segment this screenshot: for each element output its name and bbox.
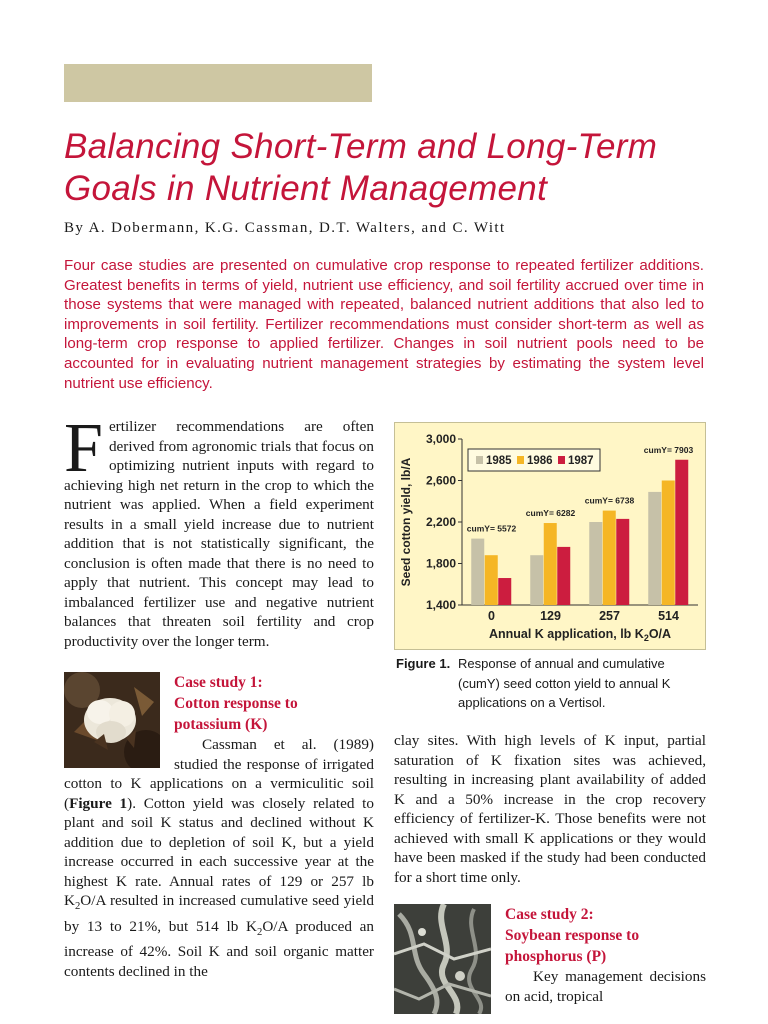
y-tick-label: 2,200 (425, 515, 456, 529)
drop-cap: F (64, 410, 103, 487)
article-title (64, 126, 724, 210)
case1-text-c: O/A resulted in increased cumulative seed yield by 13 to 21%, but 514 lb K (64, 892, 374, 935)
bar-1987-257 (616, 519, 629, 605)
bar-1986-514 (662, 481, 675, 606)
cumulative-yield-annotation: cumY= 6738 (584, 495, 635, 506)
bar-1985-514 (648, 492, 661, 605)
legend-swatch-1987 (558, 456, 565, 464)
bar-1986-129 (544, 523, 557, 605)
case2-head-line3: phosphorus (P) (505, 948, 607, 965)
y-tick-label: 2,600 (425, 473, 456, 488)
intro-text: ertilizer recommendations are often derived from agronomic trials that focus on optimizing nutrient inputs with regard to achieving high net return in the crop to which the nutrient was applied. When a field experiment results in a small yield increase due to nutrient addition that is not statistically significant, the conclusion is often made that there is no need to apply that nutrient. This concept may lead to imbalanced fertilizer use and negative nutrient balances that threaten soil fertility and crop productivity over the longer term. (64, 418, 374, 650)
x-tick-label: 514 (658, 609, 679, 623)
case1-text-b: ). Cotton yield was closely related to plant and soil K status and declined without K addition due to depletion of soil K, but a yield increase occurred in each successive year at the highest K rate. Annual rates of 129 or 257 lb K (64, 794, 374, 909)
case1-head-line1: Case study 1: (174, 674, 263, 691)
case-study-1-text (64, 735, 374, 981)
x-tick-label: 129 (540, 609, 561, 623)
bar-1987-129 (557, 547, 570, 605)
abstract: Four case studies are presented on cumulative crop response to repeated fertilizer additions. Greatest benefits in terms of yield, nutrient use efficiency, and soil fertility accrued over time in those systems that were managed with repeated, balanced nutrient additions that also led to improvements in soil fertility. Fertilizer recommendations must consider short-term as well as long-term crop response to applied fertilizer. Changes in soil nutrient pools need to be accounted for in evaluating nutrient management strategies by estimating the system level nutrient use efficiency. (64, 257, 704, 392)
case1-head-line3: potassium (K) (174, 716, 268, 733)
cotton-boll-photo (64, 672, 160, 768)
right-column (394, 731, 706, 1018)
x-axis-label: Annual K application, lb $K_2O/A$ (488, 627, 672, 643)
x-tick-label: 257 (599, 609, 620, 623)
cumulative-yield-annotation: cumY= 7903 (643, 444, 694, 455)
title-line-1: Balancing Short-Term and Long-Term (64, 127, 658, 166)
header-band (64, 64, 372, 102)
bar-1987-0 (498, 578, 511, 605)
cumulative-yield-annotation: cumY= 6282 (525, 508, 576, 519)
y-tick-label: 3,000 (425, 432, 456, 446)
figure-1-chart (394, 422, 706, 650)
bar-1986-0 (485, 555, 498, 605)
figure-1-reference: Figure 1 (69, 794, 128, 812)
case1-text-d: O/A produced an increase of 42%. Soil K and soil organic matter contents declined in the (64, 917, 374, 980)
legend-label-1985: 1985 (486, 455, 512, 467)
case2-head-line2: Soybean response to (505, 927, 640, 944)
bar-1985-0 (471, 539, 484, 605)
legend-swatch-1986 (517, 456, 524, 464)
legend-label-1986: 1986 (527, 455, 553, 467)
bar-1985-257 (589, 522, 602, 605)
y-tick-label: 1,400 (425, 598, 456, 612)
cumulative-yield-annotation: cumY= 5572 (466, 523, 517, 534)
title-line-2: Goals in Nutrient Management (64, 169, 548, 208)
x-tick-label: 0 (488, 609, 495, 623)
caption-text: Response of annual and cumulative (cumY) seed cotton yield to annual K applications on a Vertisol. (458, 656, 671, 710)
intro-paragraph (64, 410, 374, 651)
case1-text-a: Cassman et al. (1989) studied the response of irrigated cotton to K applications on a vermiculitic soil ( (64, 736, 374, 812)
byline: By A. Dobermann, K.G. Cassman, D.T. Walters, and C. Witt (64, 220, 506, 236)
case1-sub-2: 2 (257, 926, 263, 938)
case-study-2-text: Key management decisions on acid, tropical (505, 968, 706, 1005)
legend-label-1987: 1987 (568, 455, 594, 467)
soybean-photo (394, 904, 491, 1014)
bar-1986-257 (603, 511, 616, 605)
caption-label: Figure 1. (396, 656, 451, 671)
right-column-paragraph: clay sites. With high levels of K input, partial saturation of K fixation sites was achieved, resulting in increasing plant availability of added K and a 50% increase in the crop recovery efficiency of fertilizer-K. Those benefits were not achieved with small K applications or they would have been masked if the study had been conducted for a short time only. (394, 732, 706, 886)
y-axis-label: Seed cotton yield, lb/A (399, 457, 413, 587)
case2-head-line1: Case study 2: (505, 906, 594, 923)
legend-swatch-1985 (476, 456, 483, 464)
y-tick-label: 1,800 (425, 556, 456, 571)
left-column (64, 410, 374, 981)
figure-1-caption (396, 654, 706, 713)
case1-head-line2: Cotton response to (174, 695, 298, 712)
bar-1985-129 (530, 555, 543, 605)
case1-sub-1: 2 (74, 901, 81, 913)
bar-1987-514 (675, 460, 688, 605)
